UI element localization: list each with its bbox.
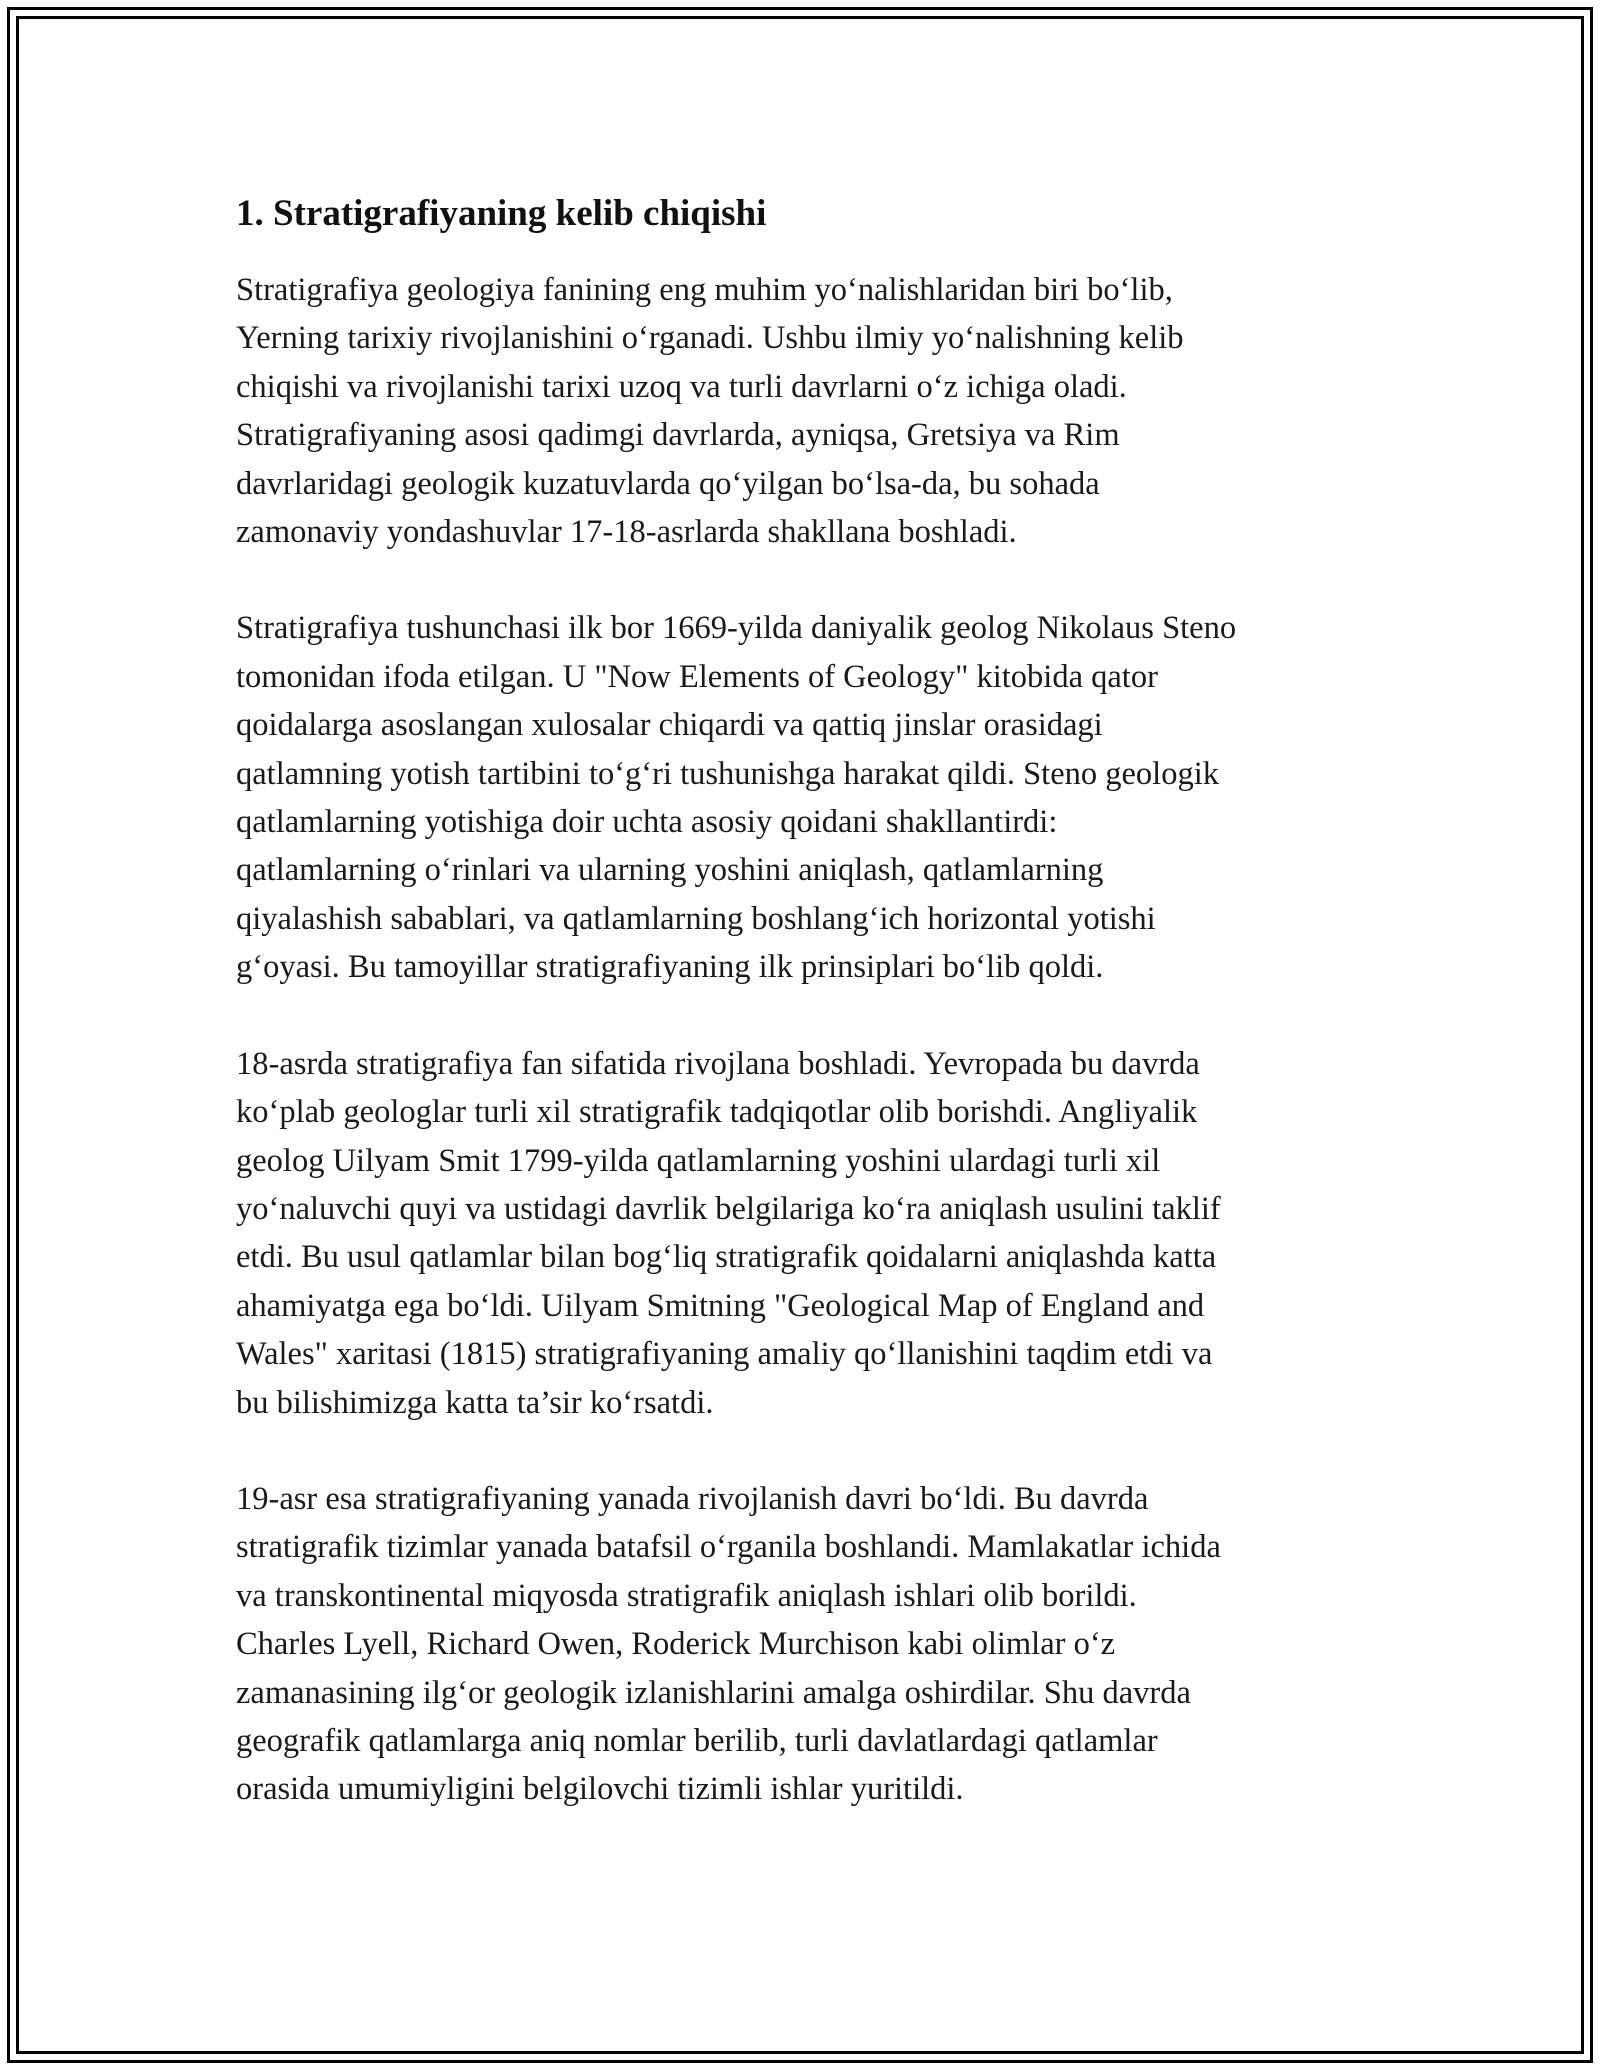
section-heading: 1. Stratigrafiyaning kelib chiqishi: [236, 193, 767, 234]
paragraph-2: Stratigrafiya tushunchasi ilk bor 1669-yilda daniyalik geolog Nikolaus Steno tomonidan ifoda etilgan. U "Now Elements of Geology" kitobida qator qoidalarga asoslangan xulosalar chiqardi va qattiq jinslar orasidagi qatlamning yotish tartibini to‘g‘ri tushunishga harakat qildi. Steno geologik qatlamlarning yotishiga doir uchta asosiy qoidani shakllantirdi: qatlamlarning o‘rinlari va ularning yoshini aniqlash, qatlamlarning qiyalashish sabablari, va qatlamlarning boshlang‘ich horizontal yotishi g‘oyasi. Bu tamoyillar stratigrafiyaning ilk prinsiplari bo‘lib qoldi.: [236, 610, 1237, 986]
document-body: [236, 188, 1386, 1862]
paragraph-4: 19-asr esa stratigrafiyaning yanada rivojlanish davri bo‘ldi. Bu davrda stratigrafik tizimlar yanada batafsil o‘rganila boshlandi. Mamlakatlar ichida va transkontinental miqyosda stratigrafik aniqlash ishlari olib borildi. Charles Lyell, Richard Owen, Roderick Murchison kabi olimlar o‘z zamanasining ilg‘or geologik izlanishlarini amalga oshirdilar. Shu davrda geografik qatlamlarga aniq nomlar berilib, turli davlatlardagi qatlamlar orasida umumiyligini belgilovchi tizimli ishlar yuritildi.: [236, 1480, 1221, 1808]
paragraph-1: Stratigrafiya geologiya fanining eng muhim yo‘nalishlaridan biri bo‘lib, Yerning tarixiy rivojlanishini o‘rganadi. Ushbu ilmiy yo‘nalishning kelib chiqishi va rivojlanishi tarixi uzoq va turli davrlarni o‘z ichiga oladi. Stratigrafiyaning asosi qadimgi davrlarda, ayniqsa, Gretsiya va Rim davrlaridagi geologik kuzatuvlarda qo‘yilgan bo‘lsa-da, bu sohada zamonaviy yondashuvlar 17-18-asrlarda shakllana boshladi.: [236, 272, 1184, 551]
paragraph-3: 18-asrda stratigrafiya fan sifatida rivojlana boshladi. Yevropada bu davrda ko‘plab geologlar turli xil stratigrafik tadqiqotlar olib borishdi. Angliyalik geolog Uilyam Smit 1799-yilda qatlamlarning yoshini ulardagi turli xil yo‘naluvchi quyi va ustidagi davrlik belgilariga ko‘ra aniqlash usulini taklif etdi. Bu usul qatlamlar bilan bog‘liq stratigrafik qoidalarni aniqlashda katta ahamiyatga ega bo‘ldi. Uilyam Smitning "Geological Map of England and Wales" xaritasi (1815) stratigrafiyaning amaliy qo‘llanishini taqdim etdi va bu bilishimizga katta ta’sir ko‘rsatdi.: [236, 1045, 1221, 1421]
